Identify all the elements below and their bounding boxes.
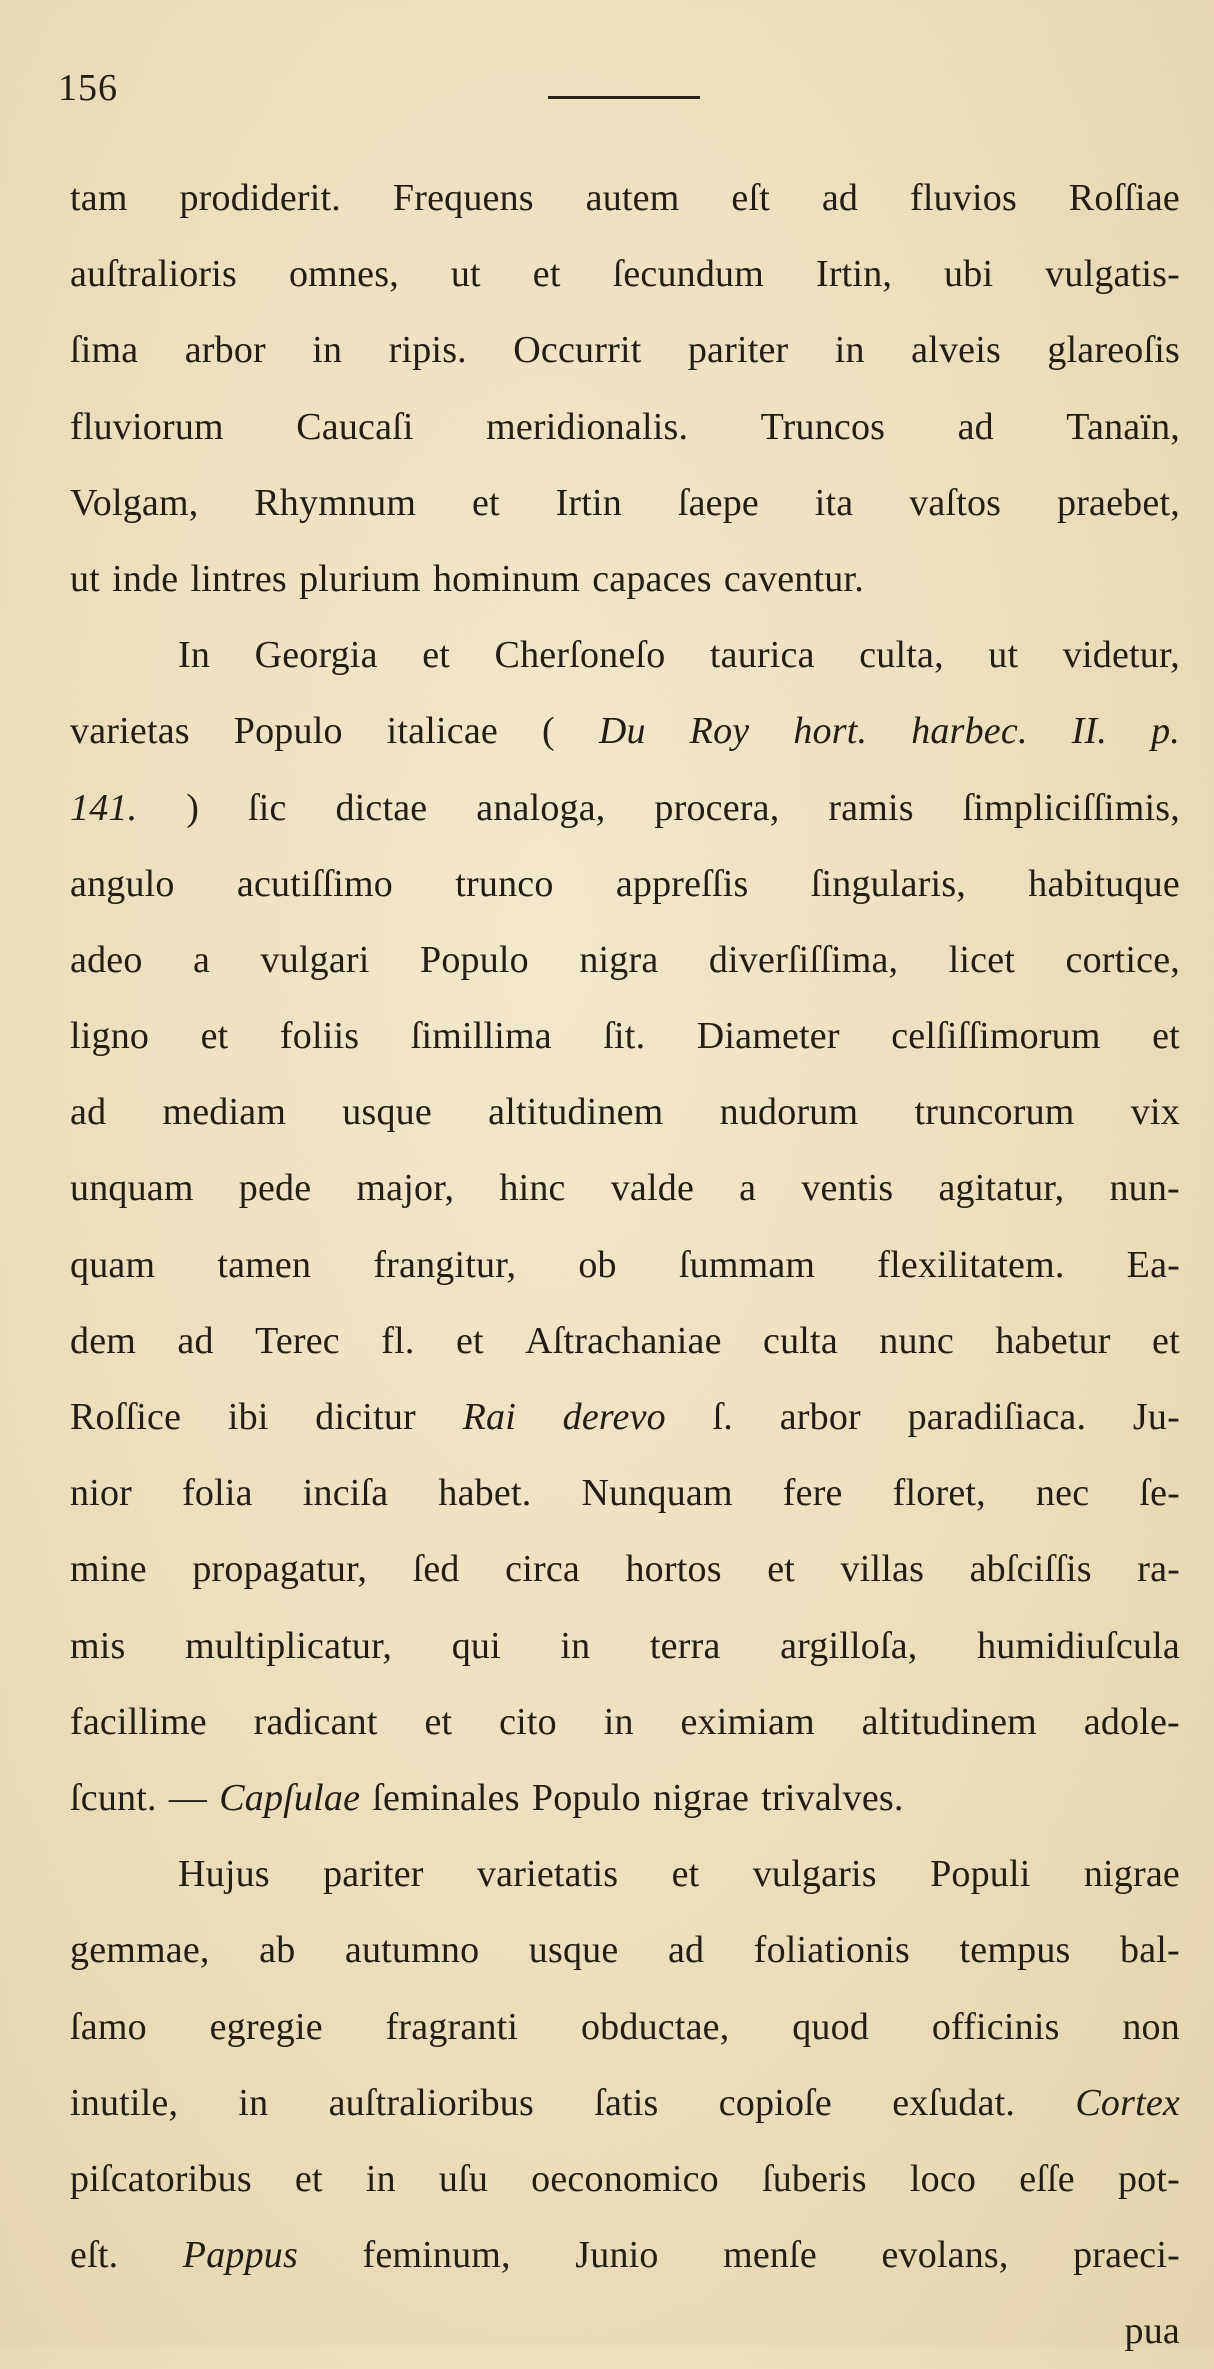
word: vix: [1130, 1091, 1180, 1134]
word: glareoſis: [1047, 329, 1180, 372]
word: capaces: [592, 557, 712, 600]
italic-word: Roy: [689, 710, 750, 753]
word: habituque: [1028, 862, 1180, 905]
word: et: [767, 1548, 796, 1591]
word: arbor: [184, 329, 266, 372]
word: unquam: [70, 1167, 194, 1210]
word: nunc: [879, 1319, 954, 1362]
word: hominum: [432, 557, 581, 600]
word: ſamo: [70, 2005, 147, 2048]
word: videtur,: [1062, 634, 1180, 677]
word: nigrae: [1083, 1853, 1180, 1896]
word: ſatis: [594, 2081, 659, 2124]
word: vulgari: [260, 938, 370, 981]
text-line: [70, 1150, 1180, 1226]
word: Truncos: [760, 405, 886, 448]
word: qui: [451, 1624, 501, 1667]
word: arbor: [779, 1396, 861, 1438]
word: radicant: [253, 1700, 378, 1743]
word: nun-: [1109, 1167, 1180, 1210]
text-line: [70, 465, 1180, 541]
word: diverſiſſima,: [708, 938, 899, 981]
word: Ea-: [1126, 1243, 1180, 1286]
word: oeconomico: [531, 2157, 719, 2200]
word: omnes,: [288, 253, 399, 296]
word: in: [365, 2157, 396, 2200]
word: fluviorum: [70, 405, 224, 448]
word: uſu: [438, 2157, 489, 2200]
word: et: [455, 1319, 484, 1362]
word: truncorum: [914, 1091, 1075, 1134]
word: ſed: [412, 1548, 460, 1591]
word: ſimillima: [410, 1015, 552, 1058]
word: pariter: [323, 1853, 424, 1896]
word: altitudinem: [861, 1700, 1037, 1743]
word: Rhymnum: [254, 481, 417, 524]
word: pede: [238, 1167, 312, 1210]
body-text: [70, 160, 1180, 2369]
word: habet.: [438, 1472, 532, 1515]
word: —: [168, 1776, 208, 1819]
italic-word: p.: [1151, 710, 1180, 753]
word: acutiſſimo: [236, 862, 393, 905]
text-line: [70, 1684, 1180, 1760]
word: in: [560, 1624, 591, 1667]
word: tempus: [959, 1929, 1071, 1972]
word: dictae: [335, 786, 428, 829]
word: a: [739, 1167, 757, 1210]
word: ſima: [70, 329, 139, 372]
word: eſt: [731, 177, 770, 219]
word: paradiſiaca.: [907, 1396, 1087, 1438]
word: Populi: [930, 1853, 1031, 1896]
word: ut: [70, 557, 100, 600]
word: ſeminales: [372, 1776, 520, 1819]
text-line: [70, 1455, 1180, 1531]
text-line: [70, 1379, 1180, 1455]
word: ad: [70, 1091, 107, 1134]
word: culta: [763, 1319, 838, 1362]
word: flexilitatem.: [877, 1243, 1065, 1286]
word: exſudat.: [892, 2081, 1016, 2124]
word: foliis: [279, 1015, 360, 1058]
word: Nunquam: [581, 1472, 733, 1515]
word: autumno: [344, 1929, 480, 1972]
word: ra-: [1137, 1548, 1180, 1591]
word: Hujus: [178, 1853, 270, 1896]
word: evolans,: [881, 2234, 1009, 2277]
word: ſecundum: [612, 253, 765, 296]
word: lintres: [190, 557, 287, 600]
word: Irtin,: [815, 253, 893, 296]
word: inutile,: [70, 2081, 179, 2124]
word: ſe-: [1139, 1472, 1180, 1515]
word: multiplicatur,: [185, 1624, 393, 1667]
text-line: [70, 617, 1180, 693]
word: propagatur,: [192, 1548, 368, 1591]
word: major,: [356, 1167, 455, 1210]
word: usque: [528, 1929, 619, 1972]
word: licet: [948, 938, 1016, 981]
word: Irtin: [555, 481, 623, 524]
text-line: [70, 2217, 1180, 2293]
word: nigra: [579, 938, 659, 981]
word: auſtralioris: [70, 253, 238, 296]
word: gemmae,: [70, 1929, 210, 1972]
word: mediam: [162, 1091, 287, 1134]
text-line: [70, 1074, 1180, 1150]
text-line: [70, 1531, 1180, 1607]
word: ab: [259, 1929, 296, 1972]
word: ſummam: [678, 1243, 816, 1286]
italic-word: harbec.: [911, 710, 1028, 753]
text-line: [70, 2065, 1180, 2141]
italic-word: Du: [598, 710, 646, 753]
word: feminum,: [362, 2234, 511, 2277]
word: Populo: [233, 710, 343, 753]
word: ſuberis: [761, 2157, 867, 2200]
header-rule: [548, 96, 700, 99]
word: et: [294, 2157, 323, 2200]
word: praeci-: [1073, 2234, 1180, 2277]
word: meridionalis.: [486, 405, 689, 448]
word: argilloſa,: [780, 1624, 918, 1667]
word: pariter: [687, 329, 789, 372]
word: facillime: [70, 1700, 207, 1743]
word: prodiderit.: [179, 177, 342, 219]
word: dicitur: [315, 1396, 416, 1438]
word: egregie: [209, 2005, 323, 2048]
word: Cherſoneſo: [494, 634, 666, 677]
word: angulo: [70, 862, 175, 905]
word: Georgia: [254, 634, 378, 677]
text-line: [70, 236, 1180, 312]
word: pot-: [1117, 2157, 1180, 2200]
word: in: [238, 2081, 269, 2124]
word: procera,: [654, 786, 780, 829]
word: autem: [585, 177, 680, 219]
word: Roſſice: [70, 1396, 182, 1438]
word: villas: [840, 1548, 925, 1591]
word: hortos: [625, 1548, 722, 1591]
italic-word: hort.: [793, 710, 868, 753]
word: abſciſſis: [969, 1548, 1092, 1591]
text-line: [70, 312, 1180, 388]
word: copioſe: [718, 2081, 832, 2124]
word: analoga,: [476, 786, 606, 829]
word: fluvios: [909, 177, 1017, 219]
word: ob: [578, 1243, 617, 1286]
catchword: [70, 2293, 1180, 2369]
word: ): [186, 786, 200, 829]
word: appreſſis: [615, 862, 749, 905]
word: circa: [505, 1548, 580, 1591]
word: nior: [70, 1472, 133, 1515]
text-line: [70, 2141, 1180, 2217]
word: frangitur,: [373, 1243, 517, 1286]
word: et: [471, 481, 500, 524]
word: ſ.: [712, 1396, 734, 1438]
word: Caucaſi: [296, 405, 414, 448]
word: menſe: [723, 2234, 817, 2277]
word: Roſſiae: [1068, 177, 1180, 219]
word: trivalves.: [761, 1776, 904, 1819]
word: varietas: [70, 710, 190, 753]
word: Volgam,: [70, 481, 199, 524]
word: bal-: [1120, 1929, 1180, 1972]
word: tam: [70, 177, 128, 219]
word: in: [834, 329, 865, 372]
word: officinis: [931, 2005, 1060, 2048]
italic-word: Rai: [462, 1396, 516, 1438]
word: vulgatis-: [1045, 253, 1180, 296]
word: caventur.: [723, 557, 864, 600]
word: in: [603, 1700, 634, 1743]
word: cito: [499, 1700, 557, 1743]
word: et: [1152, 1015, 1180, 1058]
word: tamen: [217, 1243, 312, 1286]
italic-word: Pappus: [182, 2234, 298, 2277]
word: Tanaïn,: [1066, 405, 1180, 448]
text-line: [70, 160, 1180, 236]
word: folia: [182, 1472, 253, 1515]
word: Populo: [419, 938, 529, 981]
running-head: [58, 66, 718, 110]
italic-word: II.: [1071, 710, 1108, 753]
word: ſaepe: [677, 481, 759, 524]
word: quod: [792, 2005, 870, 2048]
word: quam: [70, 1243, 156, 1286]
word: adeo: [70, 938, 143, 981]
word: ut: [450, 253, 481, 296]
word: nigrae: [652, 1776, 750, 1819]
word: piſcatoribus: [70, 2157, 252, 2200]
word: fl.: [381, 1319, 415, 1362]
word: et: [671, 1853, 700, 1896]
page-number: 156: [58, 67, 118, 109]
catchword-text: pua: [1124, 2310, 1180, 2353]
text-line: [70, 1608, 1180, 1684]
word: eſſe: [1019, 2157, 1075, 2200]
word: dem: [70, 1319, 137, 1362]
word: italicae: [386, 710, 498, 753]
word: ripis.: [388, 329, 467, 372]
word: ibi: [227, 1396, 269, 1438]
word: Terec: [255, 1319, 340, 1362]
word: ubi: [944, 253, 994, 296]
word: ſimpliciſſimis,: [962, 786, 1180, 829]
word: Populo: [531, 1776, 641, 1819]
word: fere: [782, 1472, 843, 1515]
word: et: [424, 1700, 453, 1743]
word: (: [541, 710, 555, 753]
word: mis: [70, 1624, 126, 1667]
word: ventis: [801, 1167, 894, 1210]
word: ſingularis,: [810, 862, 967, 905]
text-line: [70, 1760, 1180, 1836]
word: culta,: [859, 634, 944, 677]
word: altitudinem: [488, 1091, 664, 1134]
text-line: [70, 541, 1180, 617]
word: eximiam: [680, 1700, 815, 1743]
text-line: [70, 1912, 1180, 1988]
word: vaſtos: [909, 481, 1002, 524]
text-line: [70, 922, 1180, 998]
word: praebet,: [1057, 481, 1180, 524]
text-line: [70, 389, 1180, 465]
word: floret,: [892, 1472, 986, 1515]
word: et: [532, 253, 561, 296]
word: obductae,: [580, 2005, 730, 2048]
text-line: [70, 846, 1180, 922]
word: trunco: [455, 862, 554, 905]
word: ſit.: [603, 1015, 646, 1058]
word: ad: [957, 405, 994, 448]
word: ad: [821, 177, 859, 219]
word: alveis: [911, 329, 1001, 372]
word: a: [192, 938, 211, 981]
word: Junio: [575, 2234, 659, 2277]
word: et: [422, 634, 451, 677]
italic-word: derevo: [562, 1396, 666, 1438]
word: non: [1122, 2005, 1180, 2048]
word: hinc: [499, 1167, 566, 1210]
word: fragranti: [385, 2005, 519, 2048]
word: ramis: [828, 786, 914, 829]
word: Ju-: [1132, 1396, 1180, 1438]
word: Diameter: [696, 1015, 840, 1058]
word: foliationis: [753, 1929, 911, 1972]
word: plurium: [299, 557, 421, 600]
word: eſt.: [70, 2234, 119, 2277]
italic-word: Cortex: [1075, 2081, 1180, 2124]
italic-word: Capſulae: [219, 1776, 361, 1819]
word: ad: [177, 1319, 214, 1362]
word: Frequens: [392, 177, 534, 219]
text-line: [70, 1303, 1180, 1379]
word: ut: [988, 634, 1019, 677]
word: nec: [1035, 1472, 1090, 1515]
word: ſcunt.: [70, 1776, 157, 1819]
word: auſtralioribus: [328, 2081, 534, 2124]
text-line: [70, 1989, 1180, 2065]
word: ita: [814, 481, 854, 524]
word: loco: [909, 2157, 977, 2200]
italic-word: 141.: [70, 786, 138, 829]
word: et: [200, 1015, 229, 1058]
word: Occurrit: [513, 329, 642, 372]
word: valde: [610, 1167, 695, 1210]
word: habetur: [995, 1319, 1111, 1362]
word: et: [1152, 1319, 1180, 1362]
word: ligno: [70, 1015, 150, 1058]
word: vulgaris: [752, 1853, 877, 1896]
word: Aſtrachaniae: [525, 1319, 722, 1362]
word: adole-: [1083, 1700, 1180, 1743]
text-line: [70, 693, 1180, 769]
word: taurica: [709, 634, 815, 677]
word: agitatur,: [938, 1167, 1065, 1210]
text-line: [70, 770, 1180, 846]
text-line: [70, 1836, 1180, 1912]
word: nudorum: [719, 1091, 859, 1134]
word: terra: [649, 1624, 721, 1667]
word: cortice,: [1065, 938, 1180, 981]
word: in: [312, 329, 343, 372]
word: humidiuſcula: [977, 1624, 1180, 1667]
word: usque: [342, 1091, 432, 1134]
word: mine: [70, 1548, 147, 1591]
text-line: [70, 998, 1180, 1074]
word: ſic: [247, 786, 287, 829]
word: celſiſſimorum: [891, 1015, 1101, 1058]
word: inciſa: [302, 1472, 389, 1515]
word: varietatis: [476, 1853, 619, 1896]
word: ad: [667, 1929, 705, 1972]
word: In: [178, 634, 211, 677]
word: inde: [112, 557, 179, 600]
text-line: [70, 1227, 1180, 1303]
